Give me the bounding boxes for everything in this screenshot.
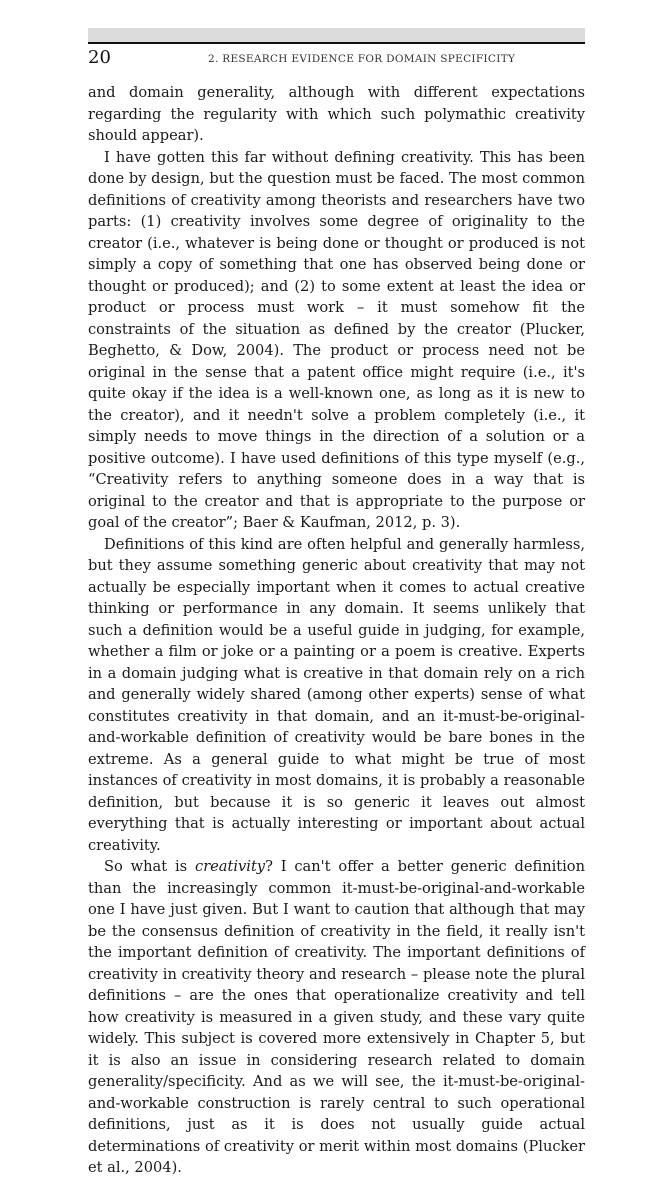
header-band [88,28,585,42]
page-header [88,42,585,68]
paragraph-text-after: ? I can't offer a better generic definition than the increasingly common it-must-be-original-and-workable one I have just given. But I want to caution that although that may be the consensus definition of creativity in the field, it really isn't the important definition of creativity. The important definitions of creativity in creativity theory and research – please note the plural definitions – are the ones that operationalize creativity and tell how creativity is measured in a given study, and these vary quite widely. This subject is covered more extensively in Chapter 5, but it is also an issue in considering research related to domain generality/specificity. And as we will see, the it-must-be-original-and-workable construction is rarely central to such operational definitions, just as it is does not usually guide actual determinations of creativity or merit within most domains (Plucker et al., 2004). [88,858,585,1176]
paragraph-text-before: So what is [104,858,196,875]
running-head: 2. RESEARCH EVIDENCE FOR DOMAIN SPECIFICITY [208,53,516,65]
emphasized-term: creativity [195,858,266,875]
paragraph-defining-creativity: I have gotten this far without defining creativity. This has been done by design, but the question must be faced. The most common definitions of creativity among theorists and researchers have two parts: (1) creativity involves some degree of originality to the creator (i.e., whatever is being done or thought or produced is not simply a copy of something that one has observed being done or thought or produced); and (2) to some extent at least the idea or product or process must work – it must somehow fit the constraints of the situation as defined by the creator (Plucker, Beghetto, & Dow, 2004). The product or process need not be original in the sense that a patent office might require (i.e., it's quite okay if the idea is a well-known one, as long as it is new to the creator), and it needn't solve a problem completely (i.e., it simply needs to move things in the direction of a solution or a positive outcome). I have used definitions of this type myself (e.g., “Creativity refers to anything someone does in a way that is original to the creator and that is appropriate to the purpose or goal of the creator”; Baer & Kaufman, 2012, p. 3). [88,148,585,531]
body-text [88,82,585,1179]
paragraph-definitions-generic: Definitions of this kind are often helpful and generally harmless, but they assume something generic about creativity that may not actually be especially important when it comes to actual creative thinking or performance in any domain. It seems unlikely that such a definition would be a useful guide in judging, for example, whether a film or joke or a painting or a poem is creative. Experts in a domain judging what is creative in that domain rely on a rich and generally widely shared (among other experts) sense of what constitutes creativity in that domain, and an it-must-be-original-and-workable definition of creativity would be bare bones in the extreme. As a general guide to what might be true of most instances of creativity in most domains, it is probably a reasonable definition, but because it is so generic it leaves out almost everything that is actually interesting or important about actual creativity. [88,535,585,854]
page-number: 20 [88,47,111,68]
paragraph-what-is-creativity [88,856,585,1179]
paragraph-continuation: and domain generality, although with different expectations regarding the regularity with which such polymathic creativity should appear). [88,84,585,144]
